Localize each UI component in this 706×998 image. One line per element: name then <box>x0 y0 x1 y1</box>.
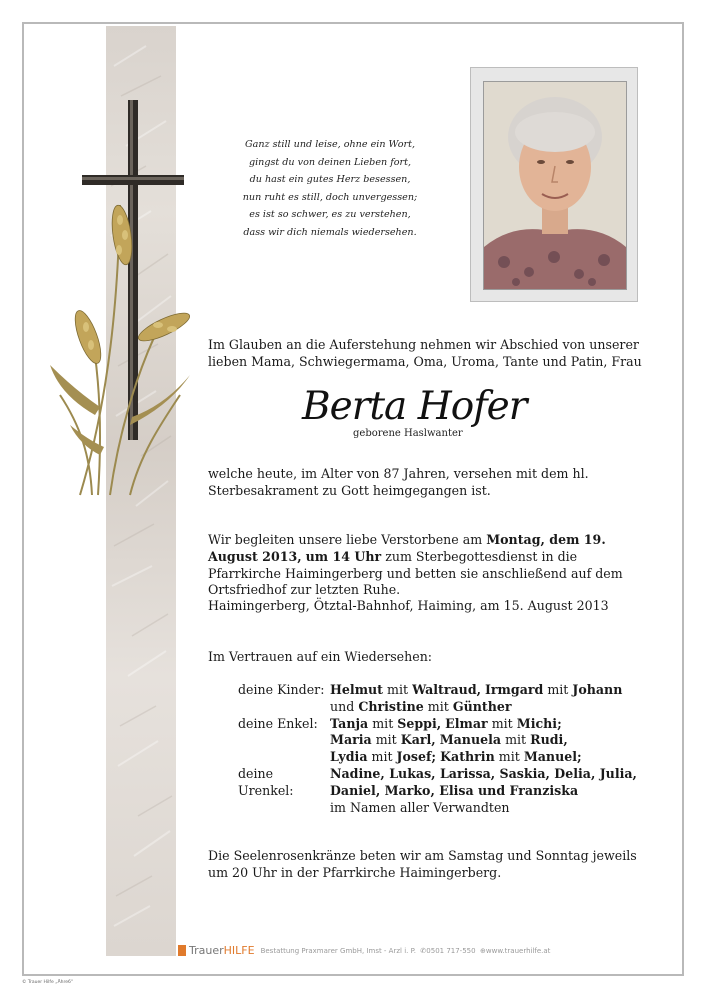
relatives-text: im Namen aller Verwandten <box>330 799 510 815</box>
portrait-frame <box>470 67 638 302</box>
trauerhilfe-logo-icon <box>178 945 186 956</box>
deceased-name-text: Berta Hofer <box>302 384 527 429</box>
footer-phone: 0501 717-550 <box>426 946 476 955</box>
copyright: © Trauer Hilfe „Ähre6“ <box>22 980 74 985</box>
poem-line: du hast ein gutes Herz besessen, <box>249 174 411 185</box>
family-label: deine Urenkel: <box>238 765 294 798</box>
poem <box>232 136 428 241</box>
footer <box>178 944 550 957</box>
rosary-text: Die Seelenrosenkränze beten wir am Samstag und Sonntag jeweils um 20 Uhr in der Pfarrkirche Haimingerberg. <box>208 848 637 880</box>
poem-line: gingst du von deinen Lieben fort, <box>248 156 412 168</box>
footer-web[interactable]: www.trauerhilfe.at <box>485 946 551 955</box>
family-row-kinder: deine Kinder: Helmut mit Waltraud, Irmgard mit Johann und Christine mit Günther <box>238 682 623 714</box>
portrait-photo <box>483 81 627 290</box>
death-text: welche heute, im Alter von 87 Jahren, versehen mit dem hl. Sterbesakrament zu Gott heimgegangen ist. <box>208 466 589 498</box>
place-date: Haimingerberg, Ötztal-Bahnhof, Haiming, am 15. August 2013 <box>208 598 609 613</box>
family-row-urenkel: deine Urenkel: Nadine, Lukas, Larissa, Saskia, Delia, Julia, Daniel, Marko, Elisa und Franziska im Namen aller Verwandten <box>238 765 637 815</box>
funeral-date: Montag, dem 19. August 2013, <box>208 532 606 564</box>
footer-company: Bestattung Praxmarer GmbH, Imst - Arzl i. P. <box>260 946 416 955</box>
family-label: deine Kinder: <box>238 682 325 697</box>
poem-line: es ist so schwer, es zu verstehen, <box>249 209 411 220</box>
vertrauen-text: Im Vertrauen auf ein Wiedersehen: <box>208 649 433 664</box>
globe-icon: ⊕ <box>480 946 486 955</box>
family-list <box>238 682 637 816</box>
family-label: deine Enkel: <box>238 715 318 731</box>
intro-text: Im Glauben an die Auferstehung nehmen wir Abschied von unserer lieben Mama, Schwiegermama, Oma, Uroma, Tante und Patin, Frau <box>208 337 642 369</box>
poem-line: nun ruht es still, doch unvergessen; <box>242 191 418 203</box>
cross-with-wheat-icon <box>40 95 210 505</box>
footer-brand: TrauerHILFE <box>189 944 255 957</box>
portrait-image <box>484 82 626 289</box>
funeral-text: Wir begleiten unsere liebe Verstorbene am Montag, dem 19. August 2013, um 14 Uhr zum Sterbegottesdienst in die Pfarrkirche Haimingerberg und betten sie anschließend auf dem Ortsfriedhof zur letzten Ruhe. <box>208 532 623 598</box>
family-row-enkel: deine Enkel: Tanja mit Seppi, Elmar mit Michi; Maria mit Karl, Manuela mit Rudi, Lydia mit Josef; Kathrin mit Manuel; <box>238 715 582 765</box>
poem-line: dass wir dich niemals wiedersehen. <box>243 226 417 238</box>
maiden-name: geborene Haslwanter <box>353 428 463 439</box>
funeral-time: um 14 Uhr <box>305 548 382 564</box>
phone-icon: ✆ <box>420 946 427 955</box>
poem-line: Ganz still und leise, ohne ein Wort, <box>244 139 416 150</box>
